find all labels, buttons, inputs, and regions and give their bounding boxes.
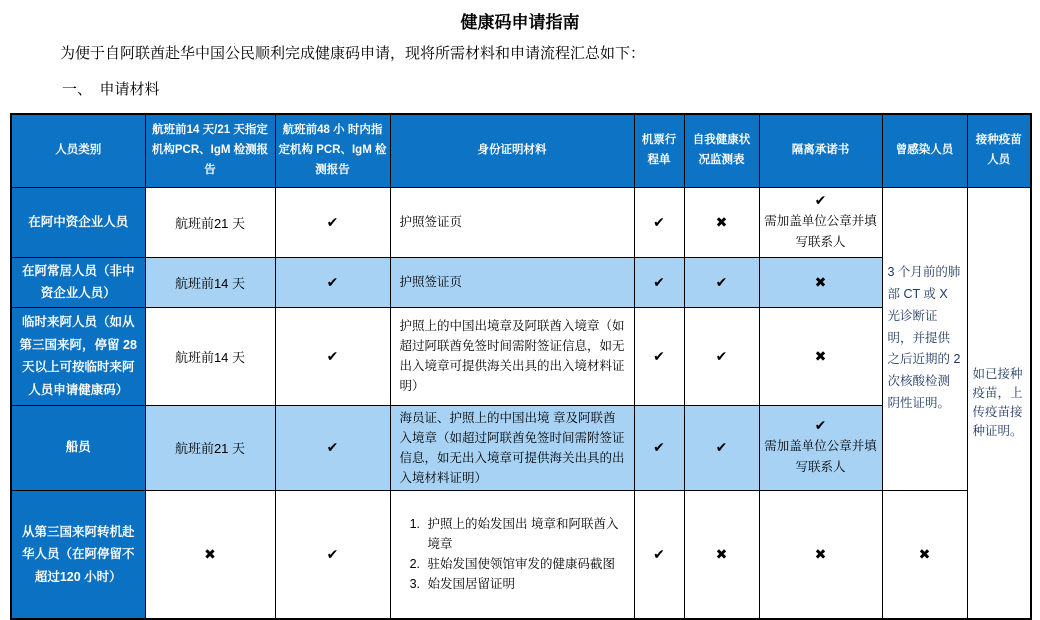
self-health-mark: ✔ <box>684 405 759 490</box>
application-materials-table <box>10 113 1032 620</box>
row-category-cell: 临时来阿人员（如从第三国来阿，停留 28 天以上可按临时来阿人员申请健康码） <box>11 307 145 405</box>
pcr-14-21-cell: 航班前21 天 <box>145 405 275 490</box>
list-item: 1. 护照上的始发国出 境章和阿联酋入境章 <box>424 514 628 554</box>
ticket-mark: ✔ <box>634 187 684 257</box>
row-category-cell: 船员 <box>11 405 145 490</box>
pcr-14-21-cell: 航班前14 天 <box>145 257 275 307</box>
header-vaccinated: 接种疫苗人员 <box>967 114 1031 187</box>
identity-numbered-list <box>400 514 628 594</box>
self-health-mark: ✔ <box>684 307 759 405</box>
quarantine-mark: ✔ <box>814 191 827 208</box>
previously-infected-merged-cell: 3 个月前的肺部 CT 或 X 光诊断证明，并提供之后近期的 2 次核酸检测阴性证明。 <box>882 187 967 490</box>
vaccinated-merged-cell: 如已接种疫苗，上传疫苗接种证明。 <box>967 187 1031 619</box>
identity-cell: 护照签证页 <box>390 187 634 257</box>
quarantine-note: 需加盖单位公章并填写联系人 <box>764 213 877 249</box>
header-ticket-itinerary: 机票行程单 <box>634 114 684 187</box>
list-item: 2. 驻始发国使领馆审发的健康码截图 <box>424 554 628 574</box>
pcr-48h-mark: ✔ <box>275 257 390 307</box>
header-self-health-form: 自我健康状况监测表 <box>684 114 759 187</box>
pcr-48h-mark: ✔ <box>275 405 390 490</box>
pcr-48h-mark: ✔ <box>275 187 390 257</box>
ticket-mark: ✔ <box>634 307 684 405</box>
table-row <box>11 257 1031 307</box>
identity-cell: 护照签证页 <box>390 257 634 307</box>
previously-infected-mark: ✖ <box>882 490 967 619</box>
pcr-14-21-cell: 航班前21 天 <box>145 187 275 257</box>
row-category-cell: 在阿常居人员（非中资企业人员） <box>11 257 145 307</box>
header-pcr-14-21: 航班前14 天/21 天指定机构PCR、IgM 检测报告 <box>145 114 275 187</box>
header-quarantine-letter: 隔离承诺书 <box>759 114 882 187</box>
self-health-mark: ✖ <box>684 187 759 257</box>
identity-cell: 海员证、护照上的中国出境 章及阿联酋入境章（如超过阿联酋免签时间需附签证信息，如无出入境章可提供海关出具的出入境材料证明） <box>390 405 634 490</box>
quarantine-mark: ✔ <box>814 417 827 434</box>
row-category-cell: 从第三国来阿转机赴华人员（在阿停留不超过120 小时） <box>11 490 145 619</box>
header-row <box>11 114 1031 187</box>
table-row <box>11 307 1031 405</box>
quarantine-cell <box>759 405 882 490</box>
header-previously-infected: 曾感染人员 <box>882 114 967 187</box>
self-health-mark: ✔ <box>684 257 759 307</box>
section-heading: 一、 申请材料 <box>62 81 160 98</box>
ticket-mark: ✔ <box>634 405 684 490</box>
header-person-category: 人员类别 <box>11 114 145 187</box>
table-row <box>11 187 1031 257</box>
quarantine-cell <box>759 187 882 257</box>
quarantine-mark: ✖ <box>759 490 882 619</box>
table-row <box>11 405 1031 490</box>
quarantine-note: 需加盖单位公章并填写联系人 <box>764 439 877 475</box>
header-identity-materials: 身份证明材料 <box>390 114 634 187</box>
pcr-14-21-cell: 航班前14 天 <box>145 307 275 405</box>
list-item: 3. 始发国居留证明 <box>424 574 628 594</box>
intro-paragraph: 为便于自阿联酋赴华中国公民顺利完成健康码申请，现将所需材料和申请流程汇总如下： <box>60 45 646 62</box>
identity-cell <box>390 490 634 619</box>
quarantine-mark: ✖ <box>759 307 882 405</box>
page-title: 健康码申请指南 <box>460 13 580 32</box>
ticket-mark: ✔ <box>634 257 684 307</box>
pcr-48h-mark: ✔ <box>275 490 390 619</box>
pcr-48h-mark: ✔ <box>275 307 390 405</box>
table-row <box>11 490 1031 619</box>
header-pcr-48h: 航班前48 小 时内指定机构 PCR、IgM 检 测报告 <box>275 114 390 187</box>
identity-cell: 护照上的中国出境章及阿联酋入境章（如超过阿联酋免签时间需附签证信息，如无出入境章可提供海关出具的出入境材料证明） <box>390 307 634 405</box>
row-category-cell: 在阿中资企业人员 <box>11 187 145 257</box>
quarantine-mark: ✖ <box>759 257 882 307</box>
ticket-mark: ✔ <box>634 490 684 619</box>
self-health-mark: ✖ <box>684 490 759 619</box>
pcr-14-21-mark: ✖ <box>145 490 275 619</box>
